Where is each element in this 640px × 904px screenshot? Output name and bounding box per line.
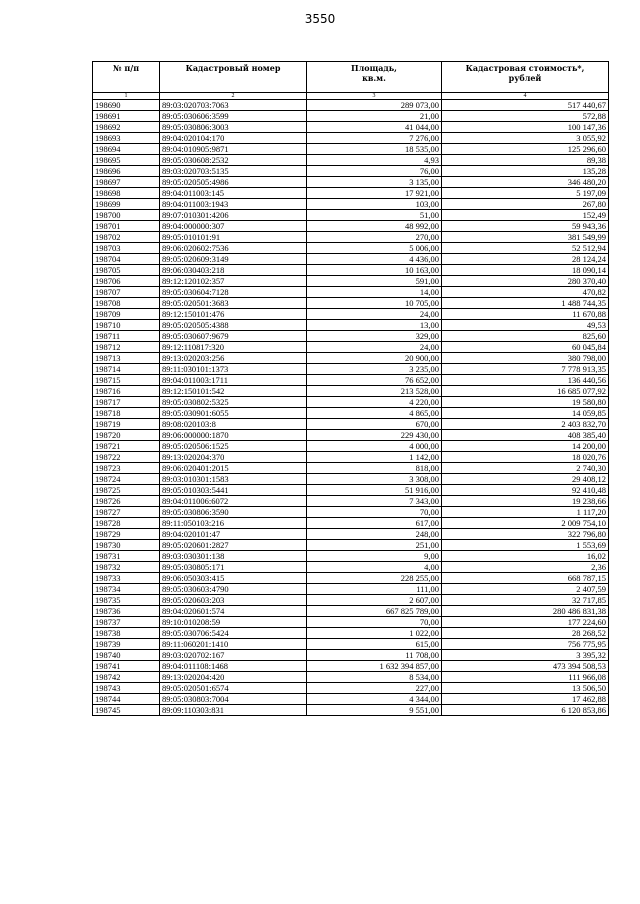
area-cell: 51,00 xyxy=(307,210,442,221)
table-row xyxy=(93,540,609,551)
table-row xyxy=(93,177,609,188)
table-row xyxy=(93,430,609,441)
cadastral-value-cell: 280 370,40 xyxy=(442,276,609,287)
row-number-cell: 198703 xyxy=(93,243,160,254)
cadastral-number-cell: 89:05:030901:6055 xyxy=(160,408,307,419)
row-number-cell: 198696 xyxy=(93,166,160,177)
cadastral-value-cell: 346 480,20 xyxy=(442,177,609,188)
cadastral-value-cell: 28 268,52 xyxy=(442,628,609,639)
table-row xyxy=(93,111,609,122)
cadastral-number-cell: 89:05:020601:2827 xyxy=(160,540,307,551)
column-number: 3 xyxy=(307,93,442,100)
table-row xyxy=(93,364,609,375)
cadastral-value-cell: 14 059,85 xyxy=(442,408,609,419)
area-cell: 4 220,00 xyxy=(307,397,442,408)
area-cell: 228 255,00 xyxy=(307,573,442,584)
cadastral-value-cell: 7 778 913,35 xyxy=(442,364,609,375)
cadastral-value-cell: 28 124,24 xyxy=(442,254,609,265)
cadastral-number-cell: 89:05:030803:7004 xyxy=(160,694,307,705)
cadastral-value-table xyxy=(92,61,609,716)
row-number-cell: 198719 xyxy=(93,419,160,430)
table-row xyxy=(93,705,609,716)
cadastral-number-cell: 89:05:010101:91 xyxy=(160,232,307,243)
area-cell: 329,00 xyxy=(307,331,442,342)
row-number-cell: 198745 xyxy=(93,705,160,716)
table-row xyxy=(93,606,609,617)
row-number-cell: 198706 xyxy=(93,276,160,287)
cadastral-number-cell: 89:04:020101:47 xyxy=(160,529,307,540)
table-row xyxy=(93,287,609,298)
cadastral-value-cell: 89,38 xyxy=(442,155,609,166)
area-cell: 76,00 xyxy=(307,166,442,177)
column-number-row xyxy=(93,93,609,100)
row-number-cell: 198736 xyxy=(93,606,160,617)
table-row xyxy=(93,694,609,705)
table-row xyxy=(93,122,609,133)
area-cell: 615,00 xyxy=(307,639,442,650)
cadastral-number-cell: 89:06:050303:415 xyxy=(160,573,307,584)
row-number-cell: 198708 xyxy=(93,298,160,309)
table-row xyxy=(93,496,609,507)
row-number-cell: 198739 xyxy=(93,639,160,650)
table-row xyxy=(93,474,609,485)
cadastral-value-cell: 152,49 xyxy=(442,210,609,221)
cadastral-value-cell: 14 200,00 xyxy=(442,441,609,452)
cadastral-value-cell: 408 385,40 xyxy=(442,430,609,441)
row-number-cell: 198694 xyxy=(93,144,160,155)
cadastral-number-cell: 89:04:010905:9871 xyxy=(160,144,307,155)
row-number-cell: 198700 xyxy=(93,210,160,221)
cadastral-value-cell: 1 117,20 xyxy=(442,507,609,518)
cadastral-number-cell: 89:04:020104:170 xyxy=(160,133,307,144)
cadastral-value-cell: 2 407,59 xyxy=(442,584,609,595)
table-row xyxy=(93,309,609,320)
area-cell: 229 430,00 xyxy=(307,430,442,441)
area-cell: 14,00 xyxy=(307,287,442,298)
cadastral-value-cell: 2 740,30 xyxy=(442,463,609,474)
area-cell: 70,00 xyxy=(307,617,442,628)
row-number-cell: 198721 xyxy=(93,441,160,452)
cadastral-value-cell: 92 410,48 xyxy=(442,485,609,496)
area-cell: 17 921,00 xyxy=(307,188,442,199)
cadastral-number-cell: 89:13:020204:370 xyxy=(160,452,307,463)
row-number-cell: 198732 xyxy=(93,562,160,573)
table-row xyxy=(93,617,609,628)
header-area-line1: Площадь, xyxy=(351,63,397,73)
area-cell: 9 551,00 xyxy=(307,705,442,716)
row-number-cell: 198741 xyxy=(93,661,160,672)
cadastral-value-cell: 29 408,12 xyxy=(442,474,609,485)
cadastral-value-cell: 19 580,80 xyxy=(442,397,609,408)
area-cell: 248,00 xyxy=(307,529,442,540)
cadastral-number-cell: 89:05:030802:5325 xyxy=(160,397,307,408)
area-cell: 24,00 xyxy=(307,309,442,320)
table-row xyxy=(93,188,609,199)
area-cell: 3 235,00 xyxy=(307,364,442,375)
row-number-cell: 198725 xyxy=(93,485,160,496)
table-row xyxy=(93,144,609,155)
area-cell: 76 652,00 xyxy=(307,375,442,386)
area-cell: 667 825 789,00 xyxy=(307,606,442,617)
cadastral-value-cell: 2,36 xyxy=(442,562,609,573)
row-number-cell: 198704 xyxy=(93,254,160,265)
cadastral-value-cell: 16,02 xyxy=(442,551,609,562)
cadastral-number-cell: 89:06:020401:2015 xyxy=(160,463,307,474)
row-number-cell: 198744 xyxy=(93,694,160,705)
cadastral-number-cell: 89:03:020702:167 xyxy=(160,650,307,661)
cadastral-value-cell: 2 009 754,10 xyxy=(442,518,609,529)
cadastral-number-cell: 89:12:110817:320 xyxy=(160,342,307,353)
area-cell: 270,00 xyxy=(307,232,442,243)
row-number-cell: 198730 xyxy=(93,540,160,551)
area-cell: 48 992,00 xyxy=(307,221,442,232)
table-row xyxy=(93,529,609,540)
area-cell: 4,00 xyxy=(307,562,442,573)
table-row xyxy=(93,408,609,419)
area-cell: 617,00 xyxy=(307,518,442,529)
cadastral-value-cell: 111 966,08 xyxy=(442,672,609,683)
cadastral-value-cell: 177 224,60 xyxy=(442,617,609,628)
column-number: 2 xyxy=(160,93,307,100)
cadastral-value-cell: 825,60 xyxy=(442,331,609,342)
table-row xyxy=(93,353,609,364)
cadastral-number-cell: 89:05:020501:3683 xyxy=(160,298,307,309)
cadastral-number-cell: 89:07:010301:4206 xyxy=(160,210,307,221)
row-number-cell: 198727 xyxy=(93,507,160,518)
row-number-cell: 198714 xyxy=(93,364,160,375)
header-cadastral-number: Кадастровый номер xyxy=(160,62,307,93)
table-row xyxy=(93,573,609,584)
area-cell: 2 607,00 xyxy=(307,595,442,606)
area-cell: 20 900,00 xyxy=(307,353,442,364)
row-number-cell: 198729 xyxy=(93,529,160,540)
area-cell: 11 708,00 xyxy=(307,650,442,661)
area-cell: 1 022,00 xyxy=(307,628,442,639)
table-row xyxy=(93,100,609,111)
area-cell: 4 865,00 xyxy=(307,408,442,419)
table-row xyxy=(93,320,609,331)
row-number-cell: 198713 xyxy=(93,353,160,364)
cadastral-number-cell: 89:10:010208:59 xyxy=(160,617,307,628)
cadastral-value-cell: 135,28 xyxy=(442,166,609,177)
cadastral-value-cell: 59 943,36 xyxy=(442,221,609,232)
area-cell: 213 528,00 xyxy=(307,386,442,397)
row-number-cell: 198722 xyxy=(93,452,160,463)
table-row xyxy=(93,155,609,166)
table-header xyxy=(93,62,609,100)
header-row xyxy=(93,62,609,93)
area-cell: 5 006,00 xyxy=(307,243,442,254)
table-row xyxy=(93,518,609,529)
row-number-cell: 198716 xyxy=(93,386,160,397)
row-number-cell: 198737 xyxy=(93,617,160,628)
row-number-cell: 198701 xyxy=(93,221,160,232)
cadastral-value-cell: 280 486 831,38 xyxy=(442,606,609,617)
cadastral-value-cell: 136 440,56 xyxy=(442,375,609,386)
cadastral-number-cell: 89:12:120102:357 xyxy=(160,276,307,287)
cadastral-value-cell: 6 120 853,86 xyxy=(442,705,609,716)
cadastral-number-cell: 89:04:020601:574 xyxy=(160,606,307,617)
row-number-cell: 198740 xyxy=(93,650,160,661)
row-number-cell: 198698 xyxy=(93,188,160,199)
cadastral-number-cell: 89:05:030608:2532 xyxy=(160,155,307,166)
area-cell: 18 535,00 xyxy=(307,144,442,155)
cadastral-number-cell: 89:13:020204:420 xyxy=(160,672,307,683)
area-cell: 70,00 xyxy=(307,507,442,518)
cadastral-value-cell: 52 512,94 xyxy=(442,243,609,254)
cadastral-number-cell: 89:03:030301:138 xyxy=(160,551,307,562)
table-row xyxy=(93,386,609,397)
cadastral-value-cell: 517 440,67 xyxy=(442,100,609,111)
cadastral-value-cell: 5 197,09 xyxy=(442,188,609,199)
area-cell: 24,00 xyxy=(307,342,442,353)
row-number-cell: 198693 xyxy=(93,133,160,144)
row-number-cell: 198710 xyxy=(93,320,160,331)
area-cell: 10 163,00 xyxy=(307,265,442,276)
row-number-cell: 198743 xyxy=(93,683,160,694)
area-cell: 4 344,00 xyxy=(307,694,442,705)
row-number-cell: 198723 xyxy=(93,463,160,474)
area-cell: 818,00 xyxy=(307,463,442,474)
area-cell: 103,00 xyxy=(307,199,442,210)
cadastral-value-cell: 17 462,88 xyxy=(442,694,609,705)
table-row xyxy=(93,463,609,474)
cadastral-number-cell: 89:05:030806:3590 xyxy=(160,507,307,518)
cadastral-number-cell: 89:03:010301:1583 xyxy=(160,474,307,485)
table-row xyxy=(93,672,609,683)
area-cell: 251,00 xyxy=(307,540,442,551)
table-row xyxy=(93,243,609,254)
table-row xyxy=(93,397,609,408)
cadastral-number-cell: 89:04:011108:1468 xyxy=(160,661,307,672)
cadastral-value-cell: 60 045,84 xyxy=(442,342,609,353)
cadastral-value-cell: 267,80 xyxy=(442,199,609,210)
table-row xyxy=(93,265,609,276)
row-number-cell: 198707 xyxy=(93,287,160,298)
row-number-cell: 198702 xyxy=(93,232,160,243)
table-row xyxy=(93,342,609,353)
cadastral-number-cell: 89:05:030603:4790 xyxy=(160,584,307,595)
area-cell: 4 436,00 xyxy=(307,254,442,265)
area-cell: 7 276,00 xyxy=(307,133,442,144)
table-row xyxy=(93,639,609,650)
cadastral-number-cell: 89:04:011003:145 xyxy=(160,188,307,199)
table-row xyxy=(93,584,609,595)
table-row xyxy=(93,562,609,573)
row-number-cell: 198728 xyxy=(93,518,160,529)
cadastral-value-cell: 18 090,14 xyxy=(442,265,609,276)
cadastral-value-cell: 1 553,69 xyxy=(442,540,609,551)
row-number-cell: 198726 xyxy=(93,496,160,507)
row-number-cell: 198695 xyxy=(93,155,160,166)
row-number-cell: 198711 xyxy=(93,331,160,342)
cadastral-number-cell: 89:13:020203:256 xyxy=(160,353,307,364)
cadastral-number-cell: 89:04:011003:1943 xyxy=(160,199,307,210)
area-cell: 51 916,00 xyxy=(307,485,442,496)
table-row xyxy=(93,551,609,562)
row-number-cell: 198697 xyxy=(93,177,160,188)
row-number-cell: 198715 xyxy=(93,375,160,386)
cadastral-number-cell: 89:05:020609:3149 xyxy=(160,254,307,265)
table-row xyxy=(93,452,609,463)
cadastral-number-cell: 89:05:030607:9679 xyxy=(160,331,307,342)
cadastral-number-cell: 89:05:020505:4388 xyxy=(160,320,307,331)
cadastral-value-cell: 49,53 xyxy=(442,320,609,331)
cadastral-number-cell: 89:09:110303:831 xyxy=(160,705,307,716)
row-number-cell: 198742 xyxy=(93,672,160,683)
row-number-cell: 198718 xyxy=(93,408,160,419)
cadastral-number-cell: 89:11:050103:216 xyxy=(160,518,307,529)
area-cell: 670,00 xyxy=(307,419,442,430)
header-area xyxy=(307,62,442,93)
row-number-cell: 198720 xyxy=(93,430,160,441)
row-number-cell: 198690 xyxy=(93,100,160,111)
area-cell: 591,00 xyxy=(307,276,442,287)
table-row xyxy=(93,507,609,518)
cadastral-value-cell: 668 787,15 xyxy=(442,573,609,584)
cadastral-value-cell: 322 796,80 xyxy=(442,529,609,540)
table-row xyxy=(93,232,609,243)
cadastral-value-cell: 1 488 744,35 xyxy=(442,298,609,309)
cadastral-value-cell: 18 020,76 xyxy=(442,452,609,463)
cadastral-number-cell: 89:03:020703:5135 xyxy=(160,166,307,177)
row-number-cell: 198692 xyxy=(93,122,160,133)
cadastral-value-cell: 32 717,85 xyxy=(442,595,609,606)
table-row xyxy=(93,298,609,309)
table-row xyxy=(93,419,609,430)
table-row xyxy=(93,210,609,221)
table-row xyxy=(93,485,609,496)
cadastral-number-cell: 89:03:020703:7063 xyxy=(160,100,307,111)
cadastral-number-cell: 89:12:150101:542 xyxy=(160,386,307,397)
table-row xyxy=(93,331,609,342)
area-cell: 3 135,00 xyxy=(307,177,442,188)
area-cell: 289 073,00 xyxy=(307,100,442,111)
cadastral-value-cell: 572,88 xyxy=(442,111,609,122)
row-number-cell: 198731 xyxy=(93,551,160,562)
cadastral-value-cell: 380 798,00 xyxy=(442,353,609,364)
cadastral-value-cell: 2 403 832,70 xyxy=(442,419,609,430)
row-number-cell: 198712 xyxy=(93,342,160,353)
table-row xyxy=(93,441,609,452)
area-cell: 1 142,00 xyxy=(307,452,442,463)
cadastral-number-cell: 89:11:060201:1410 xyxy=(160,639,307,650)
area-cell: 41 044,00 xyxy=(307,122,442,133)
table-row xyxy=(93,254,609,265)
row-number-cell: 198717 xyxy=(93,397,160,408)
cadastral-value-cell: 11 670,88 xyxy=(442,309,609,320)
area-cell: 4,93 xyxy=(307,155,442,166)
cadastral-number-cell: 89:05:030806:3003 xyxy=(160,122,307,133)
cadastral-value-cell: 125 296,60 xyxy=(442,144,609,155)
header-row-number: № п/п xyxy=(93,62,160,93)
area-cell: 227,00 xyxy=(307,683,442,694)
cadastral-number-cell: 89:05:030706:5424 xyxy=(160,628,307,639)
row-number-cell: 198734 xyxy=(93,584,160,595)
row-number-cell: 198735 xyxy=(93,595,160,606)
cadastral-number-cell: 89:12:150101:476 xyxy=(160,309,307,320)
header-cadastral-value xyxy=(442,62,609,93)
cadastral-value-cell: 3 055,92 xyxy=(442,133,609,144)
cadastral-number-cell: 89:06:020602:7536 xyxy=(160,243,307,254)
cadastral-number-cell: 89:05:020506:1525 xyxy=(160,441,307,452)
cadastral-value-cell: 381 549,99 xyxy=(442,232,609,243)
row-number-cell: 198724 xyxy=(93,474,160,485)
area-cell: 10 705,00 xyxy=(307,298,442,309)
cadastral-value-cell: 473 394 508,53 xyxy=(442,661,609,672)
area-cell: 9,00 xyxy=(307,551,442,562)
area-cell: 21,00 xyxy=(307,111,442,122)
row-number-cell: 198709 xyxy=(93,309,160,320)
table-row xyxy=(93,375,609,386)
table-body xyxy=(93,100,609,716)
cadastral-number-cell: 89:05:020501:6574 xyxy=(160,683,307,694)
row-number-cell: 198738 xyxy=(93,628,160,639)
cadastral-number-cell: 89:05:030604:7128 xyxy=(160,287,307,298)
cadastral-number-cell: 89:05:030606:3599 xyxy=(160,111,307,122)
table-row xyxy=(93,166,609,177)
area-cell: 1 632 394 857,00 xyxy=(307,661,442,672)
column-number: 1 xyxy=(93,93,160,100)
cadastral-number-cell: 89:04:011003:1711 xyxy=(160,375,307,386)
cadastral-number-cell: 89:08:020103:8 xyxy=(160,419,307,430)
column-number: 4 xyxy=(442,93,609,100)
row-number-cell: 198733 xyxy=(93,573,160,584)
cadastral-value-cell: 3 395,32 xyxy=(442,650,609,661)
cadastral-number-cell: 89:05:010303:5441 xyxy=(160,485,307,496)
cadastral-value-cell: 100 147,36 xyxy=(442,122,609,133)
cadastral-number-cell: 89:04:000000:307 xyxy=(160,221,307,232)
row-number-cell: 198691 xyxy=(93,111,160,122)
header-value-line1: Кадастровая стоимость*, xyxy=(465,63,585,73)
cadastral-number-cell: 89:05:030805:171 xyxy=(160,562,307,573)
table-row xyxy=(93,221,609,232)
cadastral-number-cell: 89:06:030403:218 xyxy=(160,265,307,276)
cadastral-number-cell: 89:05:020603:203 xyxy=(160,595,307,606)
cadastral-number-cell: 89:11:030101:1373 xyxy=(160,364,307,375)
cadastral-number-cell: 89:06:000000:1870 xyxy=(160,430,307,441)
table-row xyxy=(93,661,609,672)
cadastral-value-cell: 13 506,50 xyxy=(442,683,609,694)
table-row xyxy=(93,133,609,144)
table-row xyxy=(93,199,609,210)
area-cell: 8 534,00 xyxy=(307,672,442,683)
header-value-line2: рублей xyxy=(508,73,542,83)
cadastral-value-cell: 16 685 077,92 xyxy=(442,386,609,397)
page-number: 3550 xyxy=(304,12,336,26)
area-cell: 7 343,00 xyxy=(307,496,442,507)
area-cell: 13,00 xyxy=(307,320,442,331)
cadastral-number-cell: 89:05:020505:4986 xyxy=(160,177,307,188)
row-number-cell: 198699 xyxy=(93,199,160,210)
cadastral-value-cell: 756 775,95 xyxy=(442,639,609,650)
table-row xyxy=(93,595,609,606)
cadastral-value-cell: 19 238,66 xyxy=(442,496,609,507)
table-row xyxy=(93,276,609,287)
header-area-line2: кв.м. xyxy=(362,73,386,83)
area-cell: 3 308,00 xyxy=(307,474,442,485)
cadastral-number-cell: 89:04:011006:6072 xyxy=(160,496,307,507)
row-number-cell: 198705 xyxy=(93,265,160,276)
area-cell: 4 000,00 xyxy=(307,441,442,452)
table-row xyxy=(93,650,609,661)
table-row xyxy=(93,683,609,694)
area-cell: 111,00 xyxy=(307,584,442,595)
cadastral-value-cell: 470,82 xyxy=(442,287,609,298)
table-row xyxy=(93,628,609,639)
